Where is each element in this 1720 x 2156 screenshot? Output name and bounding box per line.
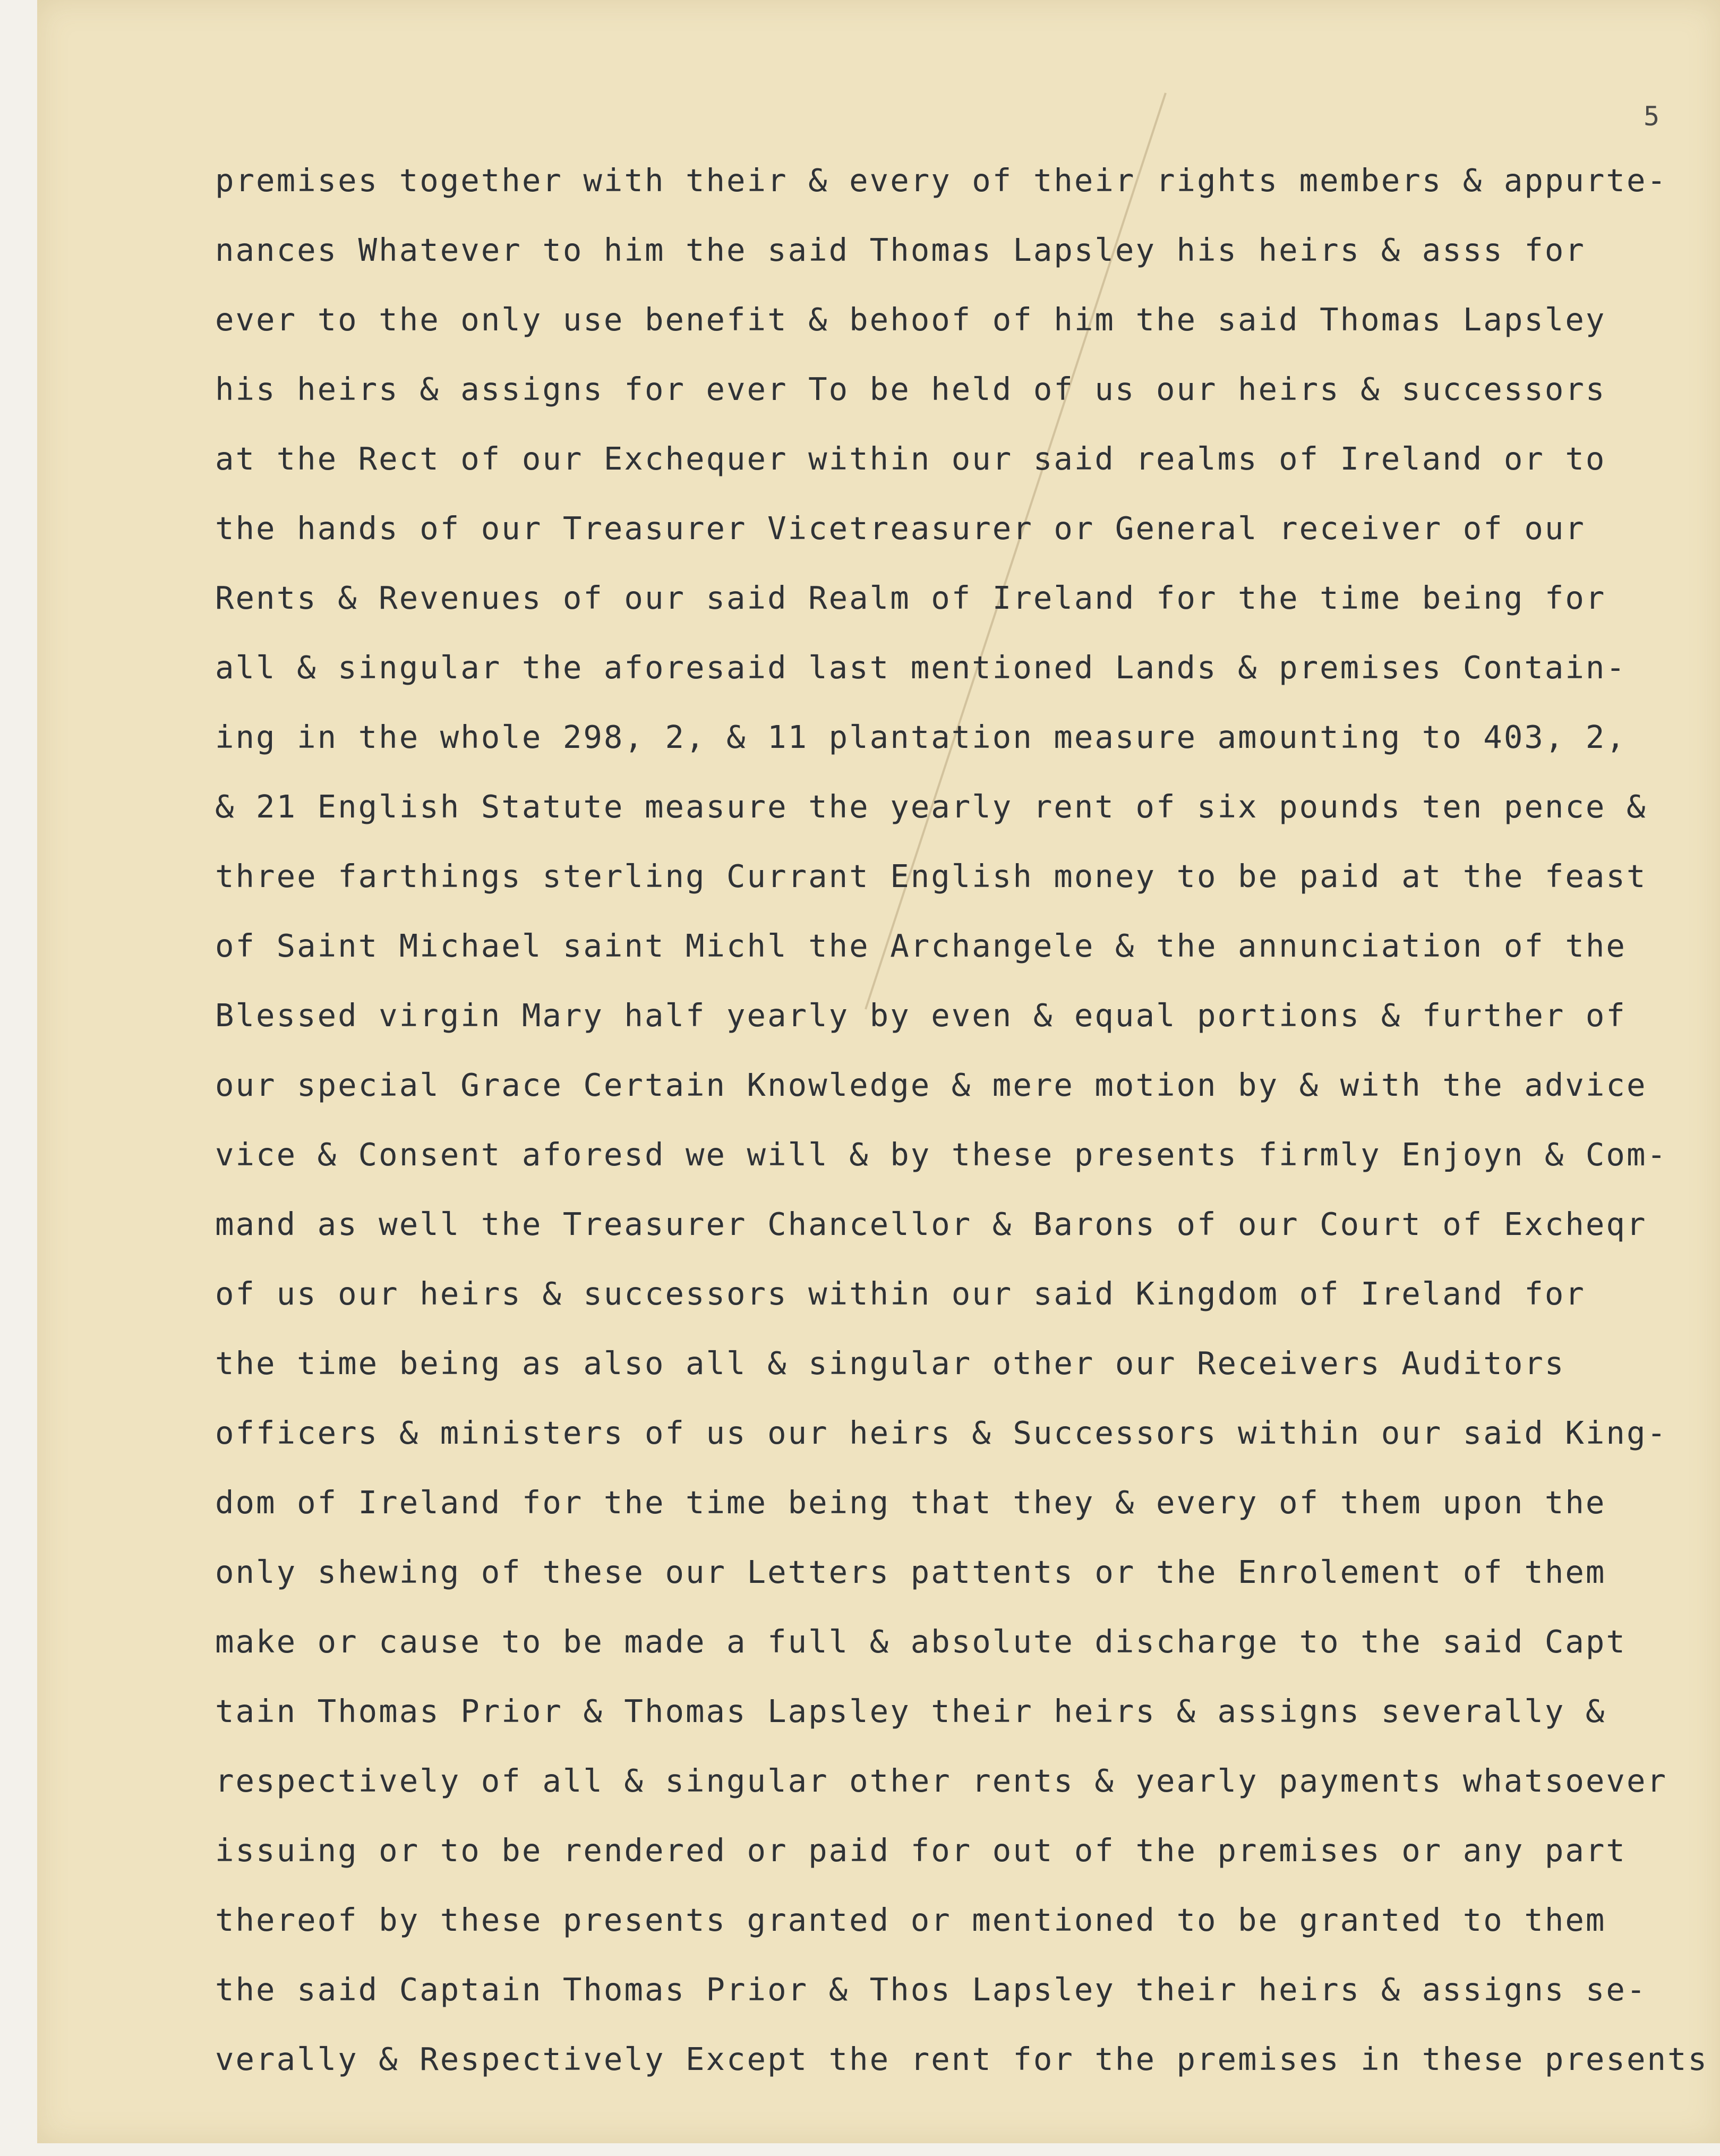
text-line: & 21 English Statute measure the yearly rent of six pounds ten pence & bbox=[215, 788, 1647, 825]
text-line: issuing or to be rendered or paid for out of the premises or any part bbox=[215, 1832, 1627, 1869]
text-line: all & singular the aforesaid last mentioned Lands & premises Contain- bbox=[215, 649, 1627, 686]
text-line: Rents & Revenues of our said Realm of Ireland for the time being for bbox=[215, 580, 1606, 616]
text-line: the said Captain Thomas Prior & Thos Lapsley their heirs & assigns se- bbox=[215, 1971, 1647, 2008]
page-number: 5 bbox=[1644, 101, 1660, 132]
text-line: of Saint Michael saint Michl the Archangele & the annunciation of the bbox=[215, 927, 1627, 964]
text-line: tain Thomas Prior & Thomas Lapsley their heirs & assigns severally & bbox=[215, 1693, 1606, 1729]
text-line: only shewing of these our Letters pattents or the Enrolement of them bbox=[215, 1554, 1606, 1590]
text-line: at the Rect of our Exchequer within our said realms of Ireland or to bbox=[215, 440, 1606, 477]
text-line: dom of Ireland for the time being that they & every of them upon the bbox=[215, 1484, 1606, 1521]
text-line: his heirs & assigns for ever To be held of us our heirs & successors bbox=[215, 371, 1606, 407]
text-line: ing in the whole 298, 2, & 11 plantation measure amounting to 403, 2, bbox=[215, 719, 1627, 755]
document-body bbox=[215, 159, 1709, 2108]
text-line: make or cause to be made a full & absolute discharge to the said Capt bbox=[215, 1623, 1627, 1660]
text-line: officers & ministers of us our heirs & Successors within our said King- bbox=[215, 1414, 1667, 1451]
text-line: the hands of our Treasurer Vicetreasurer or General receiver of our bbox=[215, 510, 1586, 547]
text-line: mand as well the Treasurer Chancellor & Barons of our Court of Excheqr bbox=[215, 1206, 1647, 1242]
text-line: of us our heirs & successors within our said Kingdom of Ireland for bbox=[215, 1275, 1586, 1312]
text-line: respectively of all & singular other rents & yearly payments whatsoever bbox=[215, 1762, 1667, 1799]
text-line: vice & Consent aforesd we will & by these presents firmly Enjoyn & Com- bbox=[215, 1136, 1667, 1173]
text-line: nances Whatever to him the said Thomas Lapsley his heirs & asss for bbox=[215, 232, 1586, 268]
text-line: Blessed virgin Mary half yearly by even & equal portions & further of bbox=[215, 997, 1627, 1034]
text-line: verally & Respectively Except the rent for the premises in these presents bbox=[215, 2041, 1709, 2077]
text-line: three farthings sterling Currant English money to be paid at the feast bbox=[215, 858, 1647, 894]
text-line: our special Grace Certain Knowledge & mere motion by & with the advice bbox=[215, 1067, 1647, 1103]
text-line: premises together with their & every of their rights members & appurte- bbox=[215, 162, 1667, 199]
text-line: thereof by these presents granted or mentioned to be granted to them bbox=[215, 1902, 1606, 1938]
text-line: the time being as also all & singular other our Receivers Auditors bbox=[215, 1345, 1565, 1382]
text-line: ever to the only use benefit & behoof of him the said Thomas Lapsley bbox=[215, 301, 1606, 338]
